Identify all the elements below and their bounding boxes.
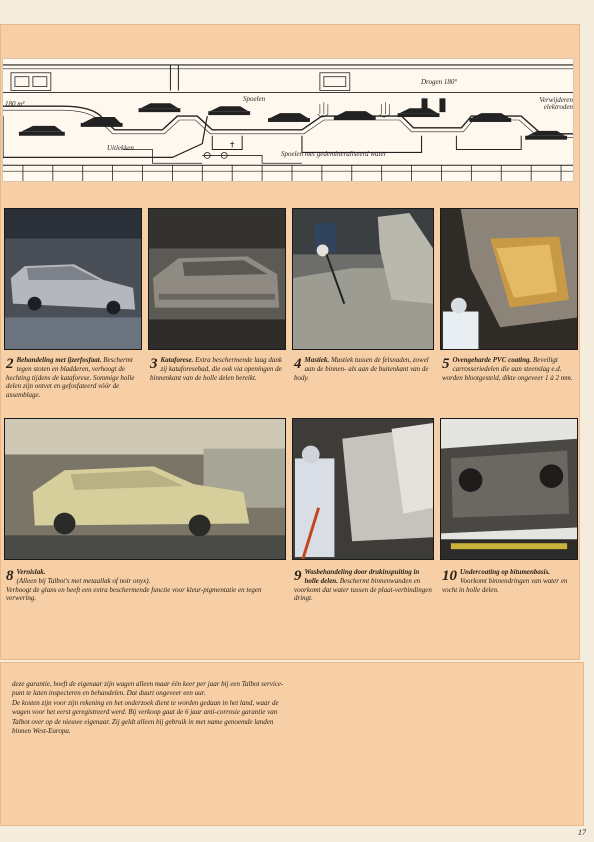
step-text: Extra beschermende laag dank zij kataforesebad, die ook via openingen de binnenkant van de holle delen bereikt. — [150, 356, 283, 382]
caption-step-10 — [442, 568, 578, 594]
label-bath-volume: 180 m³ — [5, 100, 25, 108]
step-number: 4 — [294, 356, 302, 372]
warranty-text — [12, 680, 284, 737]
step-number: 9 — [294, 568, 302, 584]
photo-undercoating — [440, 418, 578, 560]
step-title: Behandeling met ijzerfosfaat. — [16, 356, 102, 364]
step-title: Kataforese. — [160, 356, 194, 364]
label-dry: Drogen 180° — [421, 78, 458, 86]
label-rinse: Spoelen — [243, 95, 266, 103]
step-text: Beveiligt carrosseriedelen die aan steenslag e.d. worden blootgesteld, dikte ongeveer 1 à 2 mm. — [442, 356, 573, 382]
label-rinse-demineralized: Spoelen met gedemineraliseerd water — [281, 150, 387, 158]
step-subtitle: (Alleen bij Talbot's met metaallak of noir onyx). — [16, 576, 151, 585]
page-number: 17 — [578, 828, 586, 837]
photo-mastic — [292, 208, 434, 350]
process-diagram-drawing — [3, 59, 573, 181]
label-drain: Uitlekken — [107, 144, 134, 152]
step-title: Vernislak. — [16, 568, 46, 576]
step-title: Mastiek. — [304, 356, 330, 364]
step-number: 10 — [442, 568, 457, 584]
caption-step-2 — [6, 356, 140, 400]
caption-step-3 — [150, 356, 286, 382]
step-number: 3 — [150, 356, 158, 372]
step-title: Undercoating op bitumenbasis. — [460, 568, 551, 576]
warranty-paragraph-1: deze garantie, hoeft de eigenaar zijn wagen alleen maar één keer per jaar bij een Talbot service-punt te laten inspecteren en behandelen. Dat duurt ongeveer een uur. — [12, 680, 284, 698]
photo-cavity-wax — [292, 418, 434, 560]
step-number: 2 — [6, 356, 14, 372]
step-text: Mastiek tussen de felsnaden, zowel aan de binnen- als aan de buitenkant van de body. — [294, 356, 429, 382]
caption-step-8 — [6, 568, 286, 603]
step-text: Voorkomt binnendringen van water en vocht in holle delen. — [442, 576, 568, 594]
step-text: Beschermt tegen stoten en bladderen, verhoogt de hechting tijdens de kataforese. Sommige holle delen zijn ontvet en gefosfateerd vóór de assemblage. — [6, 356, 135, 399]
caption-step-5 — [442, 356, 578, 382]
label-remove-electrodes: Verwijderen elektroden — [539, 96, 573, 112]
photo-pvc-coating — [440, 208, 578, 350]
warranty-paragraph-2: De kosten zijn voor zijn rekening en het onderzoek dient te worden gedaan in het land, waar de wagen voor het eerst geregistreerd werd. Bij verkoop gaat de 6 jaar anti-corrosie garantie van Talbot over op de nieuwe eigenaar. Zij geldt alleen bij gebruik in met name genoemde landen binnen West-Europa. — [12, 698, 279, 736]
step-number: 5 — [442, 356, 450, 372]
photo-varnish — [4, 418, 286, 560]
photo-cataphoresis — [148, 208, 286, 350]
step-text: Beschermt binnenwanden en voorkomt dat water tussen de plaat-verbindingen dringt. — [294, 576, 432, 603]
step-text: Verhoogt de glans en heeft een extra beschermende functie voor kleur-pigmentatie en tegen verwering. — [6, 585, 262, 603]
caption-step-4 — [294, 356, 434, 382]
step-title: Ovengeharde PVC coating. — [452, 356, 532, 364]
photo-iron-phosphate — [4, 208, 142, 350]
step-title: Wasbehandeling door drukinspuiting in holle delen. — [304, 568, 420, 585]
caption-step-9 — [294, 568, 434, 603]
process-diagram — [2, 58, 574, 182]
step-number: 8 — [6, 568, 14, 584]
